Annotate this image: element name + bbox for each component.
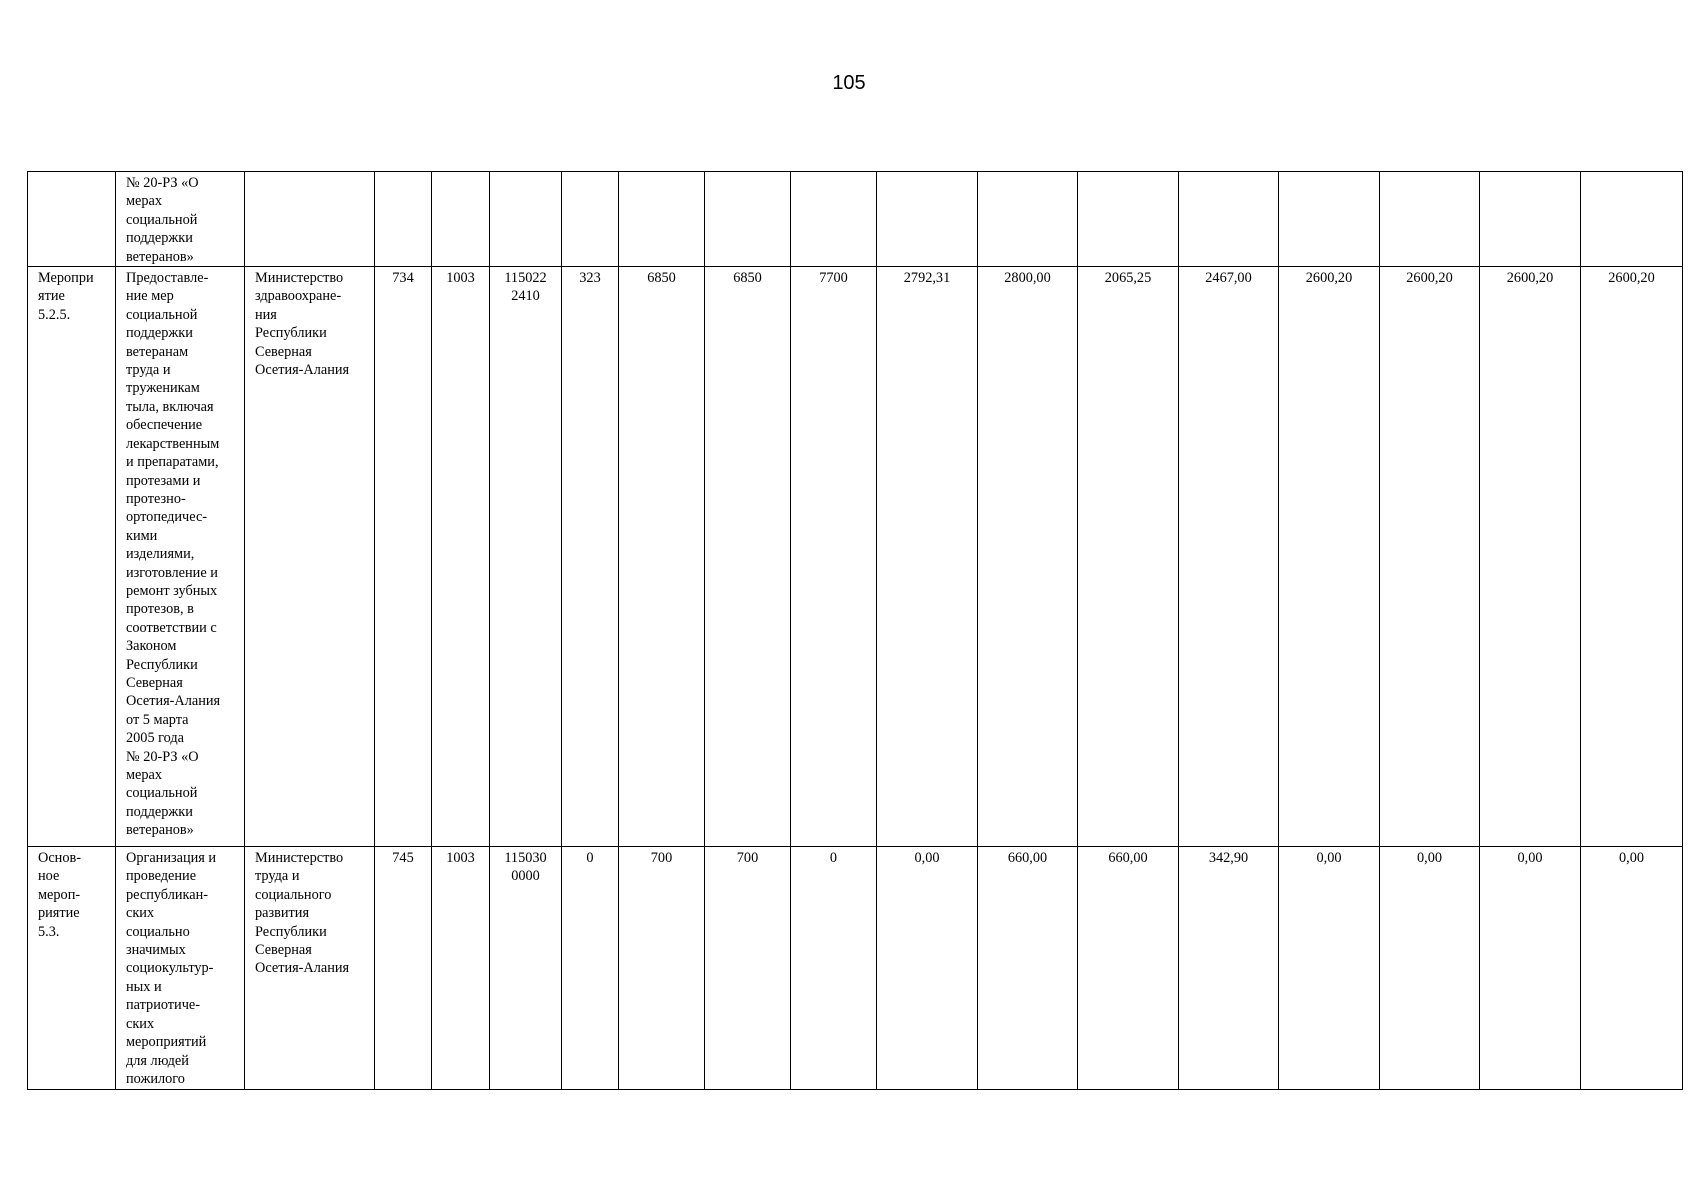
cell-vr — [562, 172, 619, 267]
cell-value: 660,00 — [978, 847, 1078, 1090]
cell-value — [1279, 172, 1380, 267]
cell-activity-name: Предоставле- ние мер социальной поддержки ветеранам труда и труженикам тыла, включая обеспечение лекарственным и препаратами, протезами и протезно- ортопедичес- кими изделиями, изготовление и ремонт зубных протезов, в соответствии с Законом Республики Северная Осетия-Алания от 5 марта 2005 года № 20-РЗ «О мерах социальной поддержки ветеранов» — [116, 267, 245, 847]
cell-value: 700 — [619, 847, 705, 1090]
cell-value: 2600,20 — [1581, 267, 1683, 847]
cell-executor: Министерство труда и социального развития Республики Северная Осетия-Алания — [245, 847, 375, 1090]
cell-value: 2600,20 — [1279, 267, 1380, 847]
cell-value: 0,00 — [1581, 847, 1683, 1090]
cell-value: 0,00 — [1480, 847, 1581, 1090]
cell-value — [1078, 172, 1179, 267]
cell-value: 7700 — [791, 267, 877, 847]
cell-grbs: 734 — [375, 267, 432, 847]
cell-value: 0,00 — [1279, 847, 1380, 1090]
cell-value — [1480, 172, 1581, 267]
table-row — [28, 847, 1683, 1090]
cell-value: 2467,00 — [1179, 267, 1279, 847]
cell-activity-name: № 20-РЗ «О мерах социальной поддержки ветеранов» — [116, 172, 245, 267]
cell-value — [1581, 172, 1683, 267]
cell-value — [705, 172, 791, 267]
cell-vr: 323 — [562, 267, 619, 847]
cell-value — [791, 172, 877, 267]
cell-value: 2065,25 — [1078, 267, 1179, 847]
cell-value: 0 — [791, 847, 877, 1090]
cell-value: 0,00 — [877, 847, 978, 1090]
cell-value — [619, 172, 705, 267]
cell-activity-code: Меропри ятие 5.2.5. — [28, 267, 116, 847]
cell-rzpr — [432, 172, 490, 267]
cell-value — [1179, 172, 1279, 267]
cell-value: 2792,31 — [877, 267, 978, 847]
cell-value: 6850 — [619, 267, 705, 847]
cell-value: 700 — [705, 847, 791, 1090]
cell-activity-code: Основ- ное мероп- риятие 5.3. — [28, 847, 116, 1090]
cell-executor — [245, 172, 375, 267]
cell-vr: 0 — [562, 847, 619, 1090]
cell-value: 0,00 — [1380, 847, 1480, 1090]
cell-rzpr: 1003 — [432, 267, 490, 847]
cell-csr: 115030 0000 — [490, 847, 562, 1090]
cell-rzpr: 1003 — [432, 847, 490, 1090]
table-row — [28, 267, 1683, 847]
cell-value: 2800,00 — [978, 267, 1078, 847]
cell-value — [978, 172, 1078, 267]
cell-value: 342,90 — [1179, 847, 1279, 1090]
cell-value: 2600,20 — [1380, 267, 1480, 847]
page-number: 105 — [832, 72, 866, 94]
cell-value — [877, 172, 978, 267]
cell-grbs: 745 — [375, 847, 432, 1090]
cell-csr: 115022 2410 — [490, 267, 562, 847]
cell-activity-name: Организация и проведение республикан- ских социально значимых социокультур- ных и патриотиче- ских мероприятий для людей пожилого — [116, 847, 245, 1090]
cell-value: 660,00 — [1078, 847, 1179, 1090]
cell-activity-code — [28, 172, 116, 267]
table-row — [28, 172, 1683, 267]
budget-table — [27, 171, 1683, 1090]
cell-csr — [490, 172, 562, 267]
cell-executor: Министерство здравоохране- ния Республики Северная Осетия-Алания — [245, 267, 375, 847]
cell-grbs — [375, 172, 432, 267]
cell-value: 6850 — [705, 267, 791, 847]
cell-value — [1380, 172, 1480, 267]
cell-value: 2600,20 — [1480, 267, 1581, 847]
